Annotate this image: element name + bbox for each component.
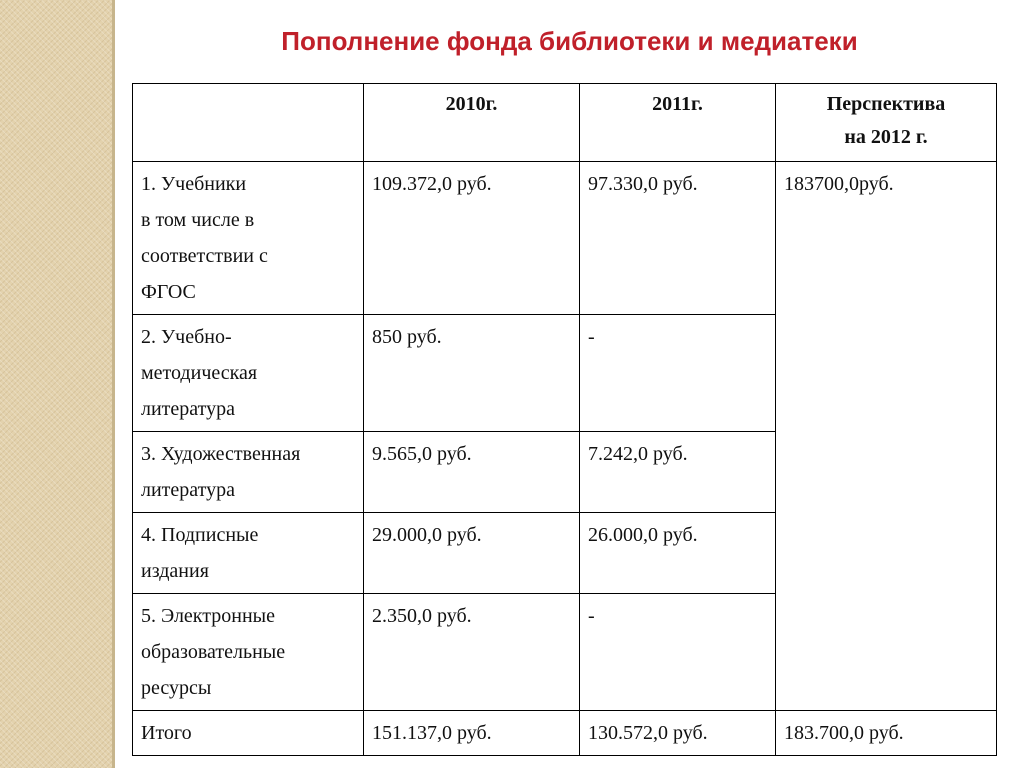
table-header-row xyxy=(133,84,997,162)
value-2010: 109.372,0 руб. xyxy=(364,162,580,315)
header-empty-cell xyxy=(133,84,364,162)
value-2010: 2.350,0 руб. xyxy=(364,594,580,711)
row-label-line: издания xyxy=(141,560,209,582)
header-perspective-line2: на 2012 г. xyxy=(844,126,928,148)
row-label-line: ресурсы xyxy=(141,677,212,699)
fund-table xyxy=(132,83,997,756)
value-2011: - xyxy=(580,594,776,711)
page-title: Пополнение фонда библиотеки и медиатеки xyxy=(281,26,858,56)
row-label-line: 2. Учебно- xyxy=(141,326,232,348)
total-perspective: 183.700,0 руб. xyxy=(776,711,997,756)
header-perspective-line1: Перспектива xyxy=(826,93,946,115)
side-band-edge xyxy=(112,0,115,768)
row-label-line: соответствии с xyxy=(141,245,268,267)
value-2010: 29.000,0 руб. xyxy=(364,513,580,594)
row-label-line: образовательные xyxy=(141,641,286,663)
row-label-line: методическая xyxy=(141,362,258,384)
header-perspective xyxy=(776,84,997,162)
value-2011: 97.330,0 руб. xyxy=(580,162,776,315)
row-label xyxy=(133,432,364,513)
row-label-line: 3. Художественная xyxy=(141,443,301,465)
header-2011: 2011г. xyxy=(580,84,776,162)
header-2010: 2010г. xyxy=(364,84,580,162)
value-2011: - xyxy=(580,315,776,432)
perspective-value: 183700,0руб. xyxy=(776,162,997,711)
row-label-line: литература xyxy=(141,398,236,420)
decorative-side-band xyxy=(0,0,112,768)
value-2010: 9.565,0 руб. xyxy=(364,432,580,513)
row-label-line: литература xyxy=(141,479,236,501)
row-label-line: ФГОС xyxy=(141,281,196,303)
total-label: Итого xyxy=(133,711,364,756)
row-label-line: 4. Подписные xyxy=(141,524,259,546)
table-row xyxy=(133,162,997,315)
value-2011: 7.242,0 руб. xyxy=(580,432,776,513)
total-row xyxy=(133,711,997,756)
row-label xyxy=(133,315,364,432)
value-2011: 26.000,0 руб. xyxy=(580,513,776,594)
row-label-line: 1. Учебники xyxy=(141,173,247,195)
row-label-line: 5. Электронные xyxy=(141,605,275,627)
row-label xyxy=(133,162,364,315)
total-2011: 130.572,0 руб. xyxy=(580,711,776,756)
total-2010: 151.137,0 руб. xyxy=(364,711,580,756)
value-2010: 850 руб. xyxy=(364,315,580,432)
row-label xyxy=(133,594,364,711)
row-label-line: в том числе в xyxy=(141,209,255,231)
row-label xyxy=(133,513,364,594)
